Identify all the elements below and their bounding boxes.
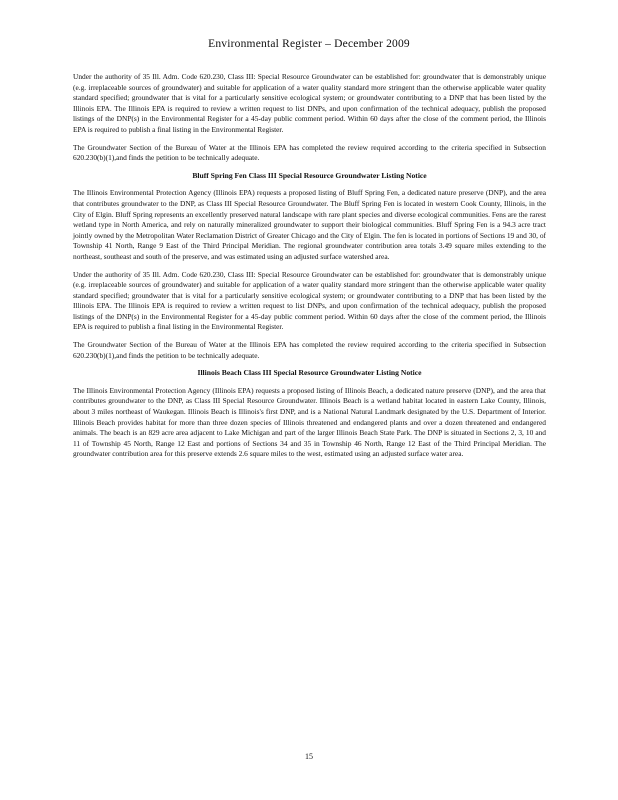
page-header: Environmental Register – December 2009 bbox=[208, 38, 410, 50]
paragraph-review-2: The Groundwater Section of the Bureau of Water at the Illinois EPA has completed the review required according to the criteria specified in Subsection 620.230(b)(1),and finds the petition to be technically adequate. bbox=[73, 340, 546, 360]
paragraph-review-1: The Groundwater Section of the Bureau of Water at the Illinois EPA has completed the review required according to the criteria specified in Subsection 620.230(b)(1),and finds the petition to be technically adequate. bbox=[73, 142, 546, 163]
paragraph-authority-1: Under the authority of 35 Ill. Adm. Code 620.230, Class III: Special Resource Groundwater can be established for: groundwater that is demonstrably unique (e.g. irreplaceable sources of groundwater) and suitable for application of a water quality standard more stringent than the otherwise applicable water quality standard specified; groundwater that is vital for a particularly sensitive ecological system; or groundwater contributing to a DNP that has been listed by the Illinois EPA. The Illinois EPA is required to review a written request to list DNPs, and upon confirmation of the technical adequacy, publish the proposed listings of the DNP(s) in the Environmental Register for a 45-day public comment period. Within 60 days after the close of the comment period, the Illinois EPA is required to publish a final listing in the Environmental Register. bbox=[73, 72, 546, 134]
document-body bbox=[73, 72, 546, 467]
page-number: 15 bbox=[305, 752, 313, 761]
paragraph-bluff-spring: The Illinois Environmental Protection Agency (Illinois EPA) requests a proposed listing of Bluff Spring Fen, a dedicated nature preserve (DNP), and the area that contributes groundwater to the DNP, as Class III Special Resource Groundwater. The Bluff Spring Fen is located in western Cook County, Illinois, in the City of Elgin. Bluff Spring represents an excellently preserved natural landscape with rare plant species and diverse ecological communities. Fens are the rarest wetland type in North America, and rely on naturally mineralized groundwater to support their biological communities. Bluff Spring Fen is a 94.3 acre tract jointly owned by the Metropolitan Water Reclamation District of Greater Chicago and the City of Elgin. The fen is located in portions of Sections 19 and 30, of Township 41 North, Range 9 East of the Third Principal Meridian. The regional groundwater contribution area totals 3.49 square miles extending to the northeast, southeast and south of the preserve, and was estimated using an adjusted surface watershed area. bbox=[73, 188, 546, 261]
section-heading-illinois-beach: Illinois Beach Class III Special Resource Groundwater Listing Notice bbox=[197, 368, 422, 378]
section-heading-bluff-spring: Bluff Spring Fen Class III Special Resource Groundwater Listing Notice bbox=[192, 170, 427, 180]
paragraph-authority-2: Under the authority of 35 Ill. Adm. Code 620.230, Class III: Special Resource Groundwater can be established for: groundwater that is demonstrably unique (e.g. irreplaceable sources of groundwater) and suitable for application of a water quality standard more stringent than the otherwise applicable water quality standard specified; groundwater that is vital for a particularly sensitive ecological system; or groundwater contributing to a DNP that has been listed by the Illinois EPA. The Illinois EPA is required to review a written request to list DNPs, and upon confirmation of the technical adequacy, publish the proposed listings of the DNP(s) in the Environmental Register for a 45-day public comment period. Within 60 days after the close of the comment period, the Illinois EPA is required to publish a final listing in the Environmental Register. bbox=[73, 269, 546, 332]
paragraph-illinois-beach: The Illinois Environmental Protection Agency (Illinois EPA) requests a proposed listing of Illinois Beach, a dedicated nature preserve (DNP), and the area that contributes groundwater to the DNP, as Class III Special Resource Groundwater. Illinois Beach is a wetland habitat located in eastern Lake County, Illinois, about 3 miles northeast of Waukegan. Illinois Beach is Illinois's first DNP, and is a National Natural Landmark designated by the U.S. Department of Interior. Illinois Beach provides habitat for more than three dozen species of Illinois threatened and endangered plants and over a dozen threatened and endangered animals. The beach is an 829 acre area adjacent to Lake Michigan and part of the larger Illinois Beach State Park. The DNP is situated in Sections 2, 3, 10 and 11 of Township 45 North, Range 12 East and portions of Sections 34 and 35 in Township 46 North, Range 12 East of the Third Principal Meridian. The groundwater contribution area for this preserve extends 2.6 square miles to the west, estimated using an adjusted surface water area. bbox=[73, 385, 546, 459]
